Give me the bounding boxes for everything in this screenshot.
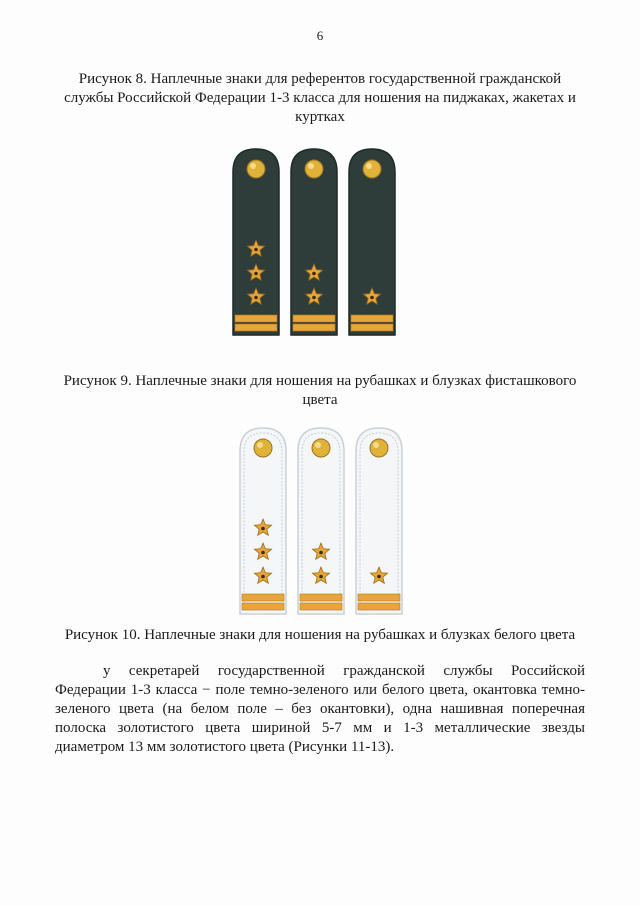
gold-stripe bbox=[351, 315, 393, 322]
epaulette-3-stars bbox=[231, 147, 281, 337]
gold-stripe bbox=[358, 594, 400, 601]
gold-stripe bbox=[300, 594, 342, 601]
epaulette-2-stars bbox=[289, 147, 339, 337]
button-icon bbox=[370, 439, 388, 457]
epaulette-2-stars bbox=[296, 426, 346, 616]
gold-stripe bbox=[300, 603, 342, 610]
figure-8-caption: Рисунок 8. Наплечные знаки для референтов государственной гражданской службы Российской Федерации 1-3 класса для ношения на пиджаках, жакетах и куртках bbox=[64, 71, 576, 125]
button-icon bbox=[254, 439, 272, 457]
gold-stripe bbox=[293, 324, 335, 331]
gold-stripe bbox=[293, 315, 335, 322]
epaulette-3-stars bbox=[238, 426, 288, 616]
gold-stripe bbox=[351, 324, 393, 331]
figure-8-epaulettes bbox=[231, 147, 397, 337]
epaulette-1-star bbox=[347, 147, 397, 337]
gold-stripe bbox=[235, 315, 277, 322]
epaulette-1-star bbox=[354, 426, 404, 616]
page-number: 6 bbox=[316, 28, 324, 43]
body-paragraph-text: у секретарей государственной гражданской службы Российской Федерации 1-3 класса − поле темно-зеленого или белого цвета, окантовка темно-зеленого цвета (на белом поле – без окантовки), одна нашивная поперечная полоска золотистого цвета шириной 5-7 мм и 1-3 металлические звезды диаметром 13 мм золотистого цвета (Рисунки 11-13). bbox=[55, 663, 585, 755]
figure-9-caption: Рисунок 9. Наплечные знаки для ношения на рубашках и блузках фисташкового цвета bbox=[63, 373, 577, 408]
gold-stripe bbox=[235, 324, 277, 331]
gold-stripe bbox=[242, 603, 284, 610]
gold-stripe bbox=[242, 594, 284, 601]
body-paragraph bbox=[55, 662, 585, 757]
button-icon bbox=[363, 160, 381, 178]
button-icon bbox=[247, 160, 265, 178]
figure-10-caption: Рисунок 10. Наплечные знаки для ношения на рубашках и блузках белого цвета bbox=[64, 627, 576, 643]
button-icon bbox=[312, 439, 330, 457]
gold-stripe bbox=[358, 603, 400, 610]
button-icon bbox=[305, 160, 323, 178]
figure-9-epaulettes bbox=[238, 426, 404, 616]
